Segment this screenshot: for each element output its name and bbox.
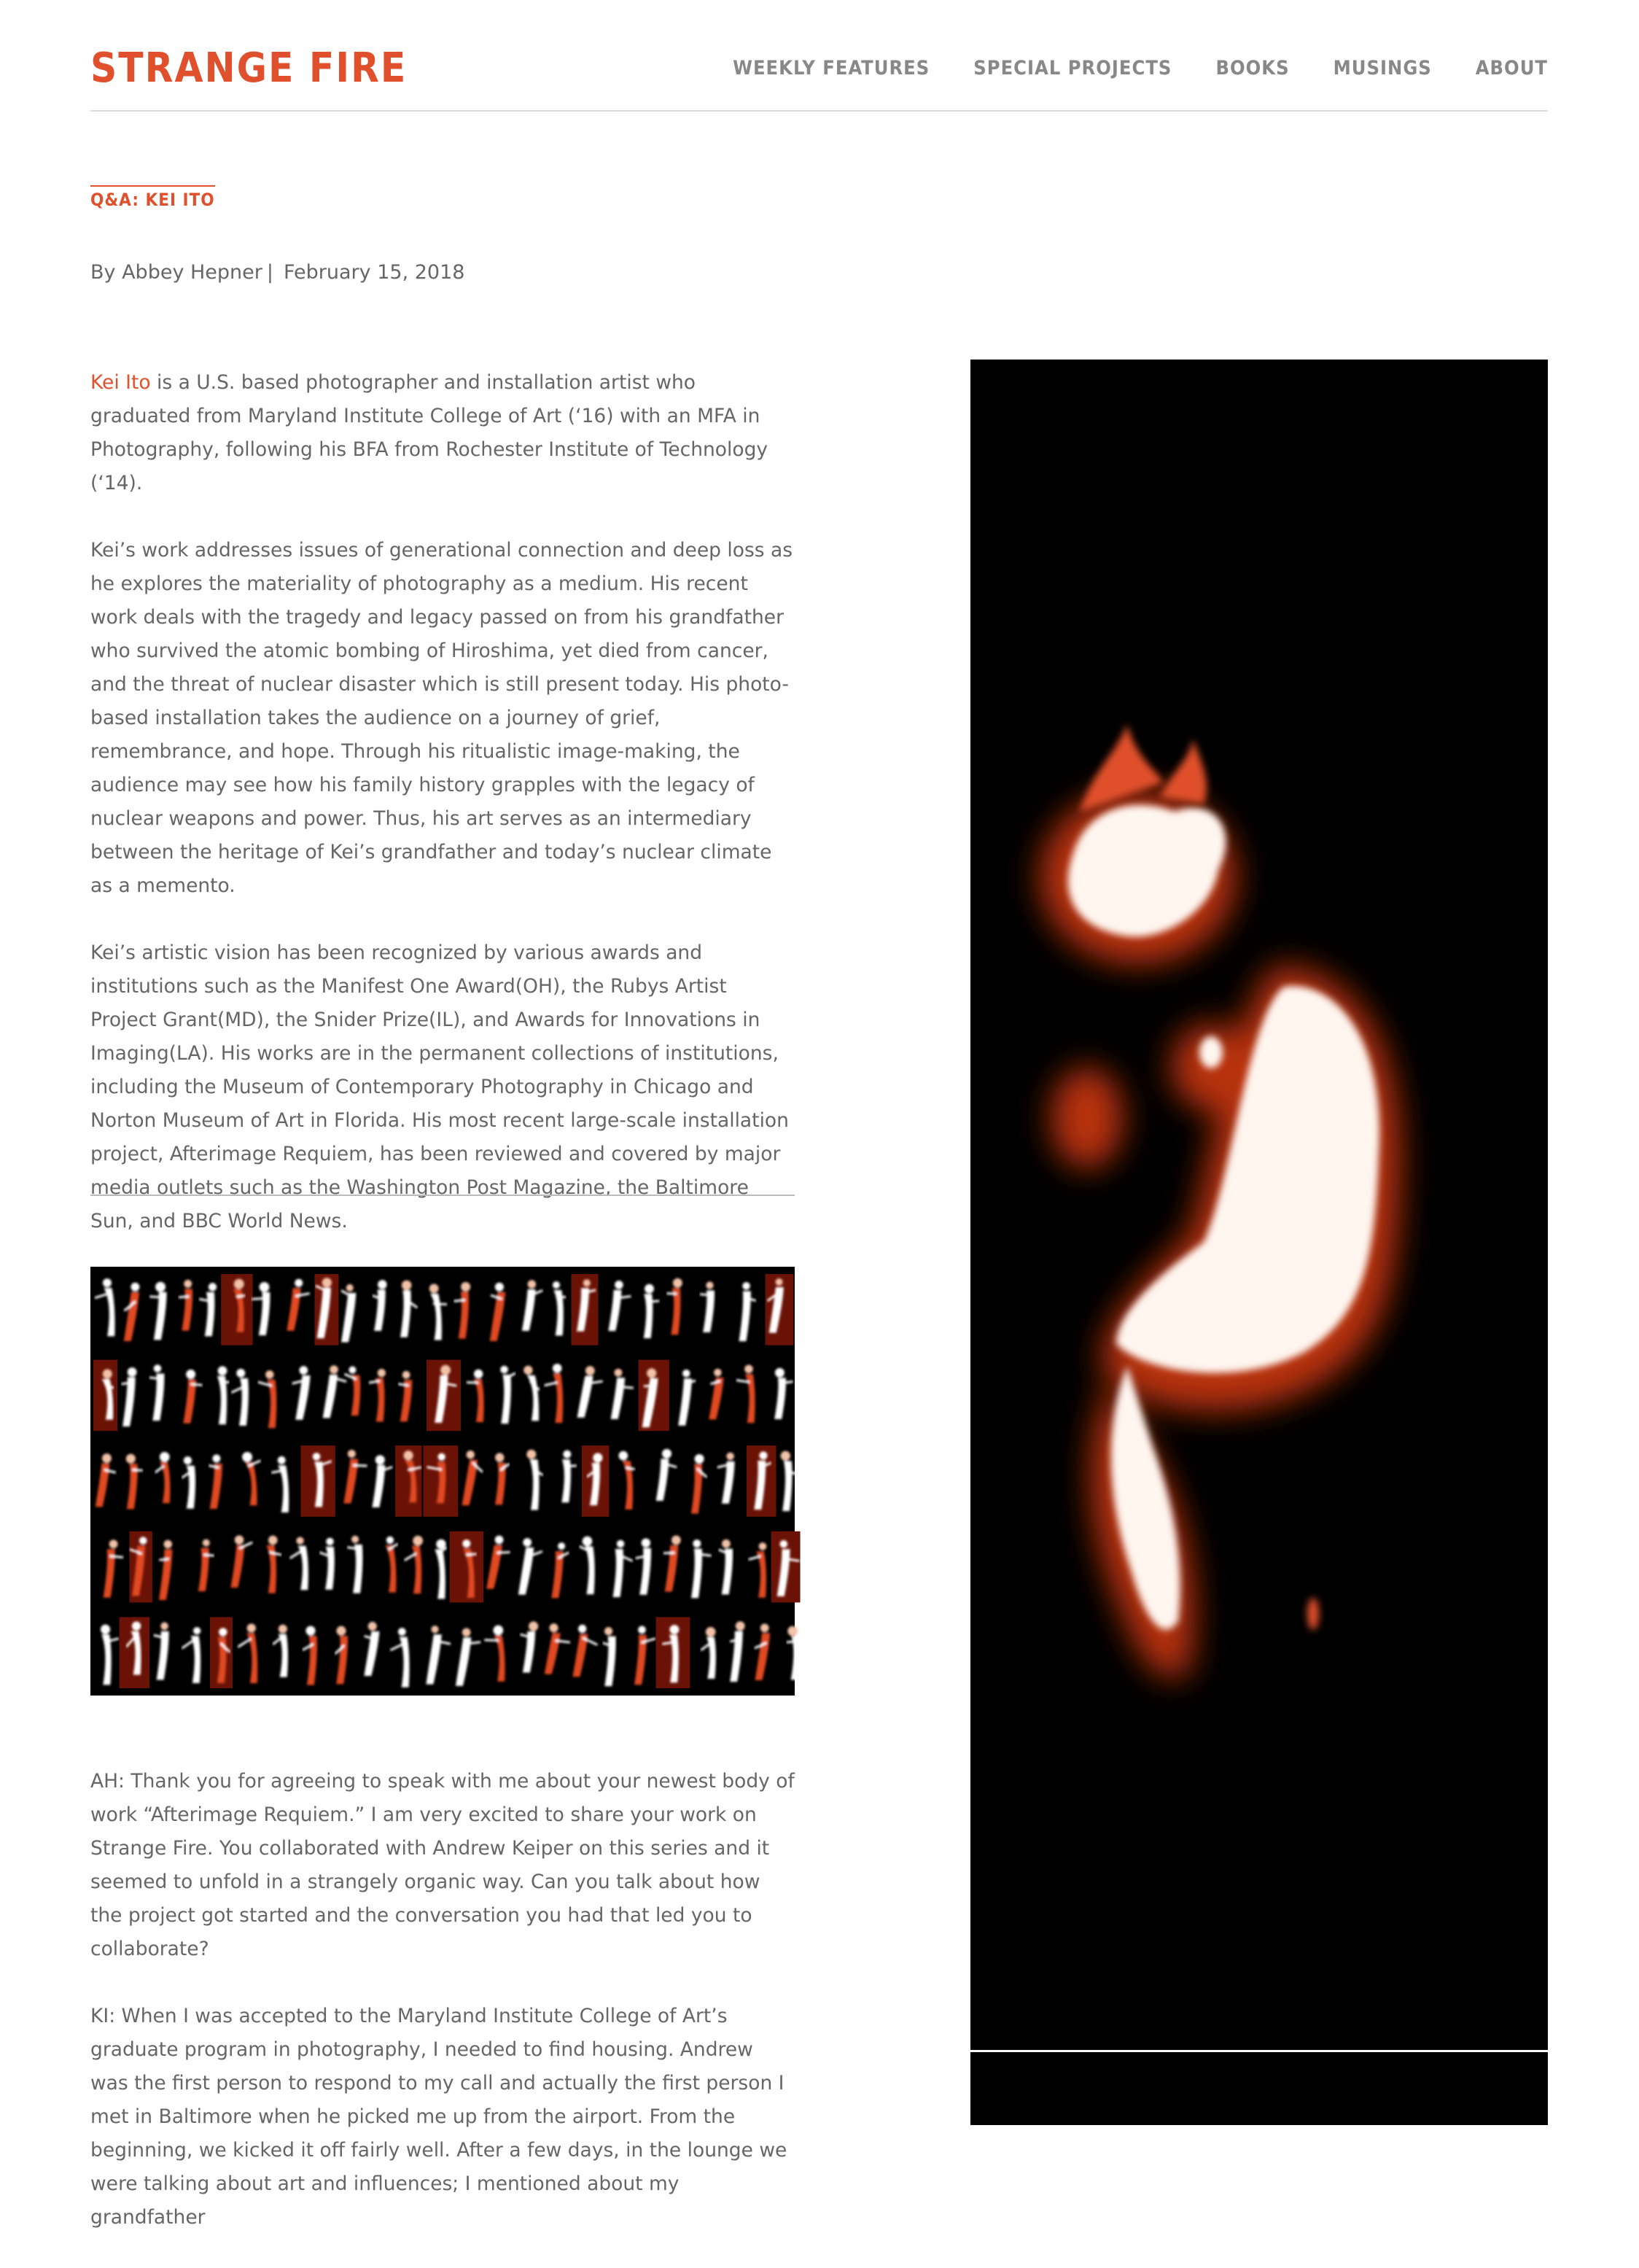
article-intro	[90, 366, 795, 1272]
intro-text: is a U.S. based photographer and installation artist who graduated from Maryland Institute College of Art (‘16) with an MFA in Photography, following his BFA from Rochester Institute of Technology (‘14).	[90, 371, 768, 494]
artist-link[interactable]: Kei Ito	[90, 371, 151, 394]
site-header	[90, 0, 1548, 112]
nav-books[interactable]: BOOKS	[1215, 57, 1290, 79]
second-photo-top-edge	[970, 2052, 1548, 2125]
afterimage-grid-photo	[90, 1267, 795, 1696]
article-tag[interactable]: Q&A: KEI ITO	[90, 185, 215, 212]
nav-special-projects[interactable]: SPECIAL PROJECTS	[973, 57, 1172, 79]
intro-paragraph	[90, 366, 795, 500]
nav-weekly-features[interactable]: WEEKLY FEATURES	[733, 57, 930, 79]
grid-photo-figures	[90, 1267, 795, 1696]
featured-photo-figure	[970, 360, 1548, 2050]
interview-section	[90, 1765, 795, 2268]
main-nav	[733, 55, 1548, 82]
author: By Abbey Hepner	[90, 261, 262, 284]
site-logo[interactable]: STRANGE FIRE	[90, 44, 408, 92]
publish-date: February 15, 2018	[284, 261, 465, 284]
section-divider	[90, 1195, 795, 1196]
interview-answer: KI: When I was accepted to the Maryland Institute College of Art’s graduate program in photography, I needed to find housing. Andrew was the first person to respond to my call and actually the first person I met in Baltimore when he picked me up from the airport. From the beginning, we kicked it off fairly well. After a few days, in the lounge we were talking about art and influences; I mentioned about my grandfather	[90, 2005, 787, 2229]
byline	[90, 258, 464, 287]
body-paragraph: Kei’s work addresses issues of generational connection and deep loss as he explores the materiality of photography as a medium. His recent work deals with the tragedy and legacy passed on from his grandfather who survived the atomic bombing of Hiroshima, yet died from cancer, and the threat of nuclear disaster which is still present today. His photo-based installation takes the audience on a journey of grief, remembrance, and hope. Through his ritualistic image-making, the audience may see how his family history grapples with the legacy of nuclear weapons and power. Thus, his art serves as an intermediary between the heritage of Kei’s grandfather and today’s nuclear climate as a memento.	[90, 539, 793, 897]
nav-musings[interactable]: MUSINGS	[1333, 57, 1432, 79]
glowing-figure-photo	[970, 360, 1548, 2050]
interview-question: AH: Thank you for agreeing to speak with me about your newest body of work “Afterimage Requiem.” I am very excited to share your work on Strange Fire. You collaborated with Andrew Keiper on this series and it seemed to unfold in a strangely organic way. Can you talk about how the project got started and the conversation you had that led you to collaborate?	[90, 1770, 795, 1960]
body-paragraph: Kei’s artistic vision has been recognized by various awards and institutions such as the Manifest One Award(OH), the Rubys Artist Project Grant(MD), the Snider Prize(IL), and Awards for Innovations in Imaging(LA). His works are in the permanent collections of institutions, including the Museum of Contemporary Photography in Chicago and Norton Museum of Art in Florida. His most recent large-scale installation project, Afterimage Requiem, has been reviewed and covered by major media outlets such as the Washington Post Magazine, the Baltimore Sun, and BBC World News.	[90, 941, 789, 1232]
nav-about[interactable]: ABOUT	[1475, 57, 1548, 79]
byline-separator: |	[266, 261, 273, 284]
